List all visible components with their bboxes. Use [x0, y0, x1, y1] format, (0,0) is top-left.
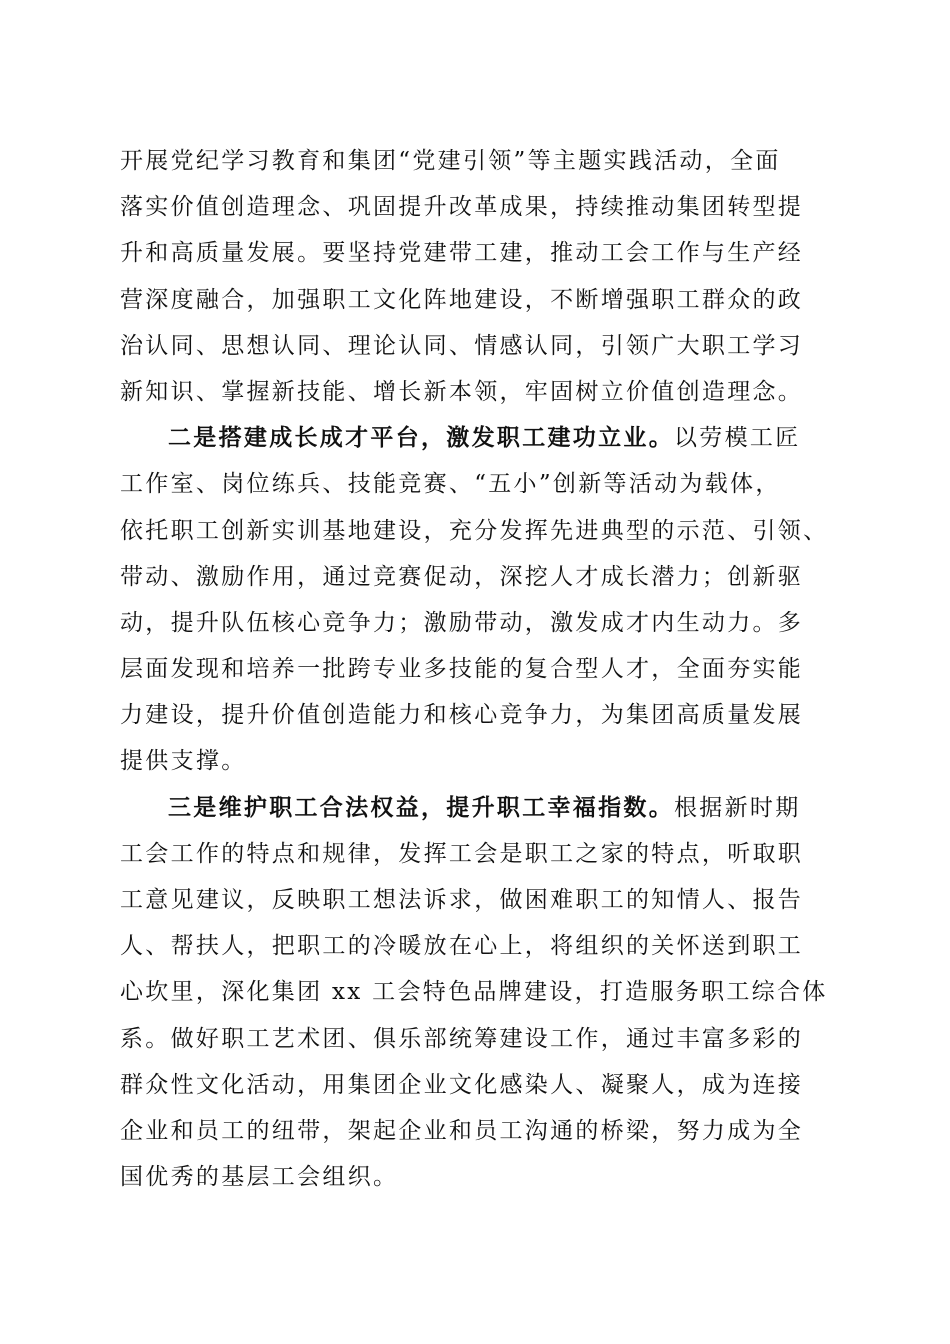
paragraph-line: 治认同、思想认同、理论认同、情感认同，引领广大职工学习 [120, 332, 804, 359]
paragraph-line: 力建设，提升价值创造能力和核心竞争力，为集团高质量发展 [120, 702, 804, 729]
paragraph-line: 群众性文化活动，用集团企业文化感染人、凝聚人，成为连接 [120, 1071, 804, 1098]
paragraph-line: 心坎里，深化集团 xx 工会特色品牌建设，打造服务职工综合体 [120, 979, 828, 1006]
paragraph-line: 营深度融合，加强职工文化阵地建设，不断增强职工群众的政 [120, 286, 804, 313]
paragraph-text: 以劳模工匠 [674, 425, 801, 452]
document-body [120, 138, 832, 1200]
paragraph-2 [120, 415, 832, 785]
paragraph-first-line [120, 785, 832, 831]
paragraph-line: 工意见建议，反映职工想法诉求，做困难职工的知情人、报告 [120, 887, 804, 913]
paragraph-line: 企业和员工的纽带，架起企业和员工沟通的桥梁，努力成为全 [120, 1117, 804, 1144]
paragraph-line: 工作室、岗位练兵、技能竞赛、“五小”创新等活动为载体， [120, 471, 781, 498]
paragraph-line: 工会工作的特点和规律，发挥工会是职工之家的特点，听取职 [120, 840, 804, 867]
paragraph-line: 动，提升队伍核心竞争力；激励带动，激发成才内生动力。多 [120, 609, 804, 636]
paragraph-line: 落实价值创造理念、巩固提升改革成果，持续推动集团转型提 [120, 194, 804, 221]
paragraph-line: 提供支撑。 [120, 748, 247, 775]
paragraph-first-line [120, 415, 832, 461]
paragraph-line: 开展党纪学习教育和集团“党建引领”等主题实践活动，全面 [120, 148, 781, 174]
paragraph-line: 层面发现和培养一批跨专业多技能的复合型人才，全面夯实能 [120, 656, 804, 683]
paragraph-line: 依托职工创新实训基地建设，充分发挥先进典型的示范、引领、 [120, 517, 829, 544]
paragraph-1 [120, 138, 832, 415]
paragraph-line: 人、帮扶人，把职工的冷暖放在心上，将组织的关怀送到职工 [120, 933, 804, 960]
paragraph-line: 新知识、掌握新技能、增长新本领，牢固树立价值创造理念。 [120, 378, 804, 405]
paragraph-line: 国优秀的基层工会组织。 [120, 1164, 399, 1191]
paragraph-line: 系。做好职工艺术团、俱乐部统筹建设工作，通过丰富多彩的 [120, 1025, 804, 1052]
paragraph-heading: 二是搭建成长成才平台，激发职工建功立业。 [168, 424, 674, 452]
paragraph-text: 根据新时期 [674, 794, 801, 821]
paragraph-3 [120, 785, 832, 1201]
paragraph-line: 带动、激励作用，通过竞赛促动，深挖人才成长潜力；创新驱 [120, 563, 804, 590]
paragraph-line: 升和高质量发展。要坚持党建带工建，推动工会工作与生产经 [120, 240, 804, 267]
paragraph-heading: 三是维护职工合法权益，提升职工幸福指数。 [168, 793, 674, 821]
